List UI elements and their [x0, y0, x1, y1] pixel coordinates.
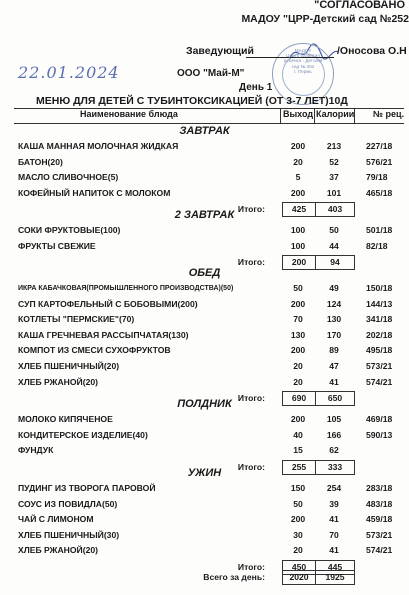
dish-calories: 47	[329, 361, 339, 371]
menu-row	[0, 359, 409, 374]
menu-row	[0, 170, 409, 185]
dish-recipe: 150/18	[366, 283, 393, 293]
stamp-line: ребёнка - Детский	[283, 58, 323, 64]
dish-calories: 170	[326, 329, 342, 340]
dish-output: 200	[290, 298, 306, 309]
dish-calories: 50	[329, 225, 339, 235]
section-title: ОБЕД	[188, 267, 221, 279]
total-calories: 94	[315, 255, 355, 270]
total-output: 255	[282, 460, 316, 475]
menu-row	[0, 497, 409, 512]
dish-output: 70	[293, 314, 303, 325]
approval-heading: "СОГЛАСОВАНО	[314, 0, 405, 11]
dish-name: КОФЕЙНЫЙ НАПИТОК С МОЛОКОМ	[18, 187, 171, 198]
dish-recipe: 576/21	[366, 156, 393, 167]
menu-title: МЕНЮ ДЛЯ ДЕТЕЙ С ТУБИНТОКСИКАЦИЕЙ (ОТ 3-7 ЛЕТ)10Д	[36, 95, 348, 107]
column-calories-header: Калории	[316, 109, 355, 119]
menu-row	[0, 328, 409, 343]
menu-row	[0, 543, 409, 558]
dish-recipe: 483/18	[366, 498, 393, 509]
menu-row	[0, 223, 409, 238]
dish-output: 50	[293, 498, 303, 509]
dish-name: ФРУКТЫ СВЕЖИЕ	[18, 240, 96, 251]
dish-name: ИКРА КАБАЧКОВАЯ(ПРОМЫШЛЕННОГО ПРОИЗВОДСТВА)(50)	[18, 285, 234, 292]
dish-recipe: 144/13	[366, 298, 393, 309]
dish-output: 50	[293, 283, 303, 293]
dish-output: 100	[290, 240, 306, 251]
dish-output: 40	[293, 429, 303, 440]
dish-output: 20	[293, 361, 303, 371]
dish-calories: 37	[329, 172, 339, 183]
section-title: 2 ЗАВТРАК	[174, 209, 235, 221]
section-title: УЖИН	[187, 467, 222, 479]
dish-calories: 254	[326, 483, 342, 493]
dish-recipe: 573/21	[366, 361, 393, 371]
dish-name: КОМПОТ ИЗ СМЕСИ СУХОФРУКТОВ	[18, 345, 171, 356]
dish-recipe: 227/18	[366, 141, 393, 151]
stamp-line: г. Пермь	[294, 68, 312, 74]
handwritten-date: 22.01.2024	[18, 63, 120, 82]
dish-name: СОКИ ФРУКТОВЫЕ(100)	[18, 225, 121, 235]
stamp-line: сад № 252	[291, 63, 315, 69]
dish-output: 20	[293, 156, 303, 167]
dish-name: ХЛЕБ ПШЕНИЧНЫЙ(20)	[18, 361, 120, 371]
dish-output: 200	[290, 141, 306, 151]
menu-row	[0, 139, 409, 154]
dish-output: 100	[290, 225, 306, 235]
dish-name: ПУДИНГ ИЗ ТВОРОГА ПАРОВОЙ	[18, 483, 156, 493]
dish-calories: 130	[326, 314, 342, 325]
total-label: Итого:	[237, 393, 265, 404]
dish-output: 5	[295, 172, 301, 183]
menu-row	[0, 297, 409, 312]
dish-calories: 44	[329, 240, 339, 251]
dish-output: 15	[293, 445, 303, 456]
dish-name: СУП КАРТОФЕЛЬНЫЙ С БОБОВЫМИ(200)	[18, 298, 198, 309]
dish-recipe: 590/13	[366, 429, 393, 440]
menu-row	[0, 375, 409, 390]
grand-total-output: 2020	[282, 570, 316, 585]
dish-output: 20	[293, 545, 303, 556]
dish-calories: 124	[326, 298, 342, 309]
total-output: 200	[282, 255, 316, 270]
dish-name: БАТОН(20)	[18, 156, 63, 167]
menu-row	[0, 481, 409, 496]
dish-output: 150	[290, 483, 306, 493]
dish-calories: 41	[329, 514, 339, 525]
total-output: 425	[282, 202, 316, 217]
menu-row	[0, 428, 409, 443]
dish-calories: 41	[329, 376, 339, 387]
dish-name: КАША ГРЕЧНЕВАЯ РАССЫПЧАТАЯ(130)	[18, 329, 189, 340]
head-label: Заведующий	[186, 45, 254, 57]
dish-name: МАСЛО СЛИВОЧНОЕ(5)	[18, 172, 119, 183]
menu-row	[0, 412, 409, 427]
total-calories: 403	[315, 202, 355, 217]
dish-recipe: 469/18	[366, 414, 393, 424]
dish-name: КОТЛЕТЫ "ПЕРМСКИЕ"(70)	[18, 314, 135, 325]
dish-calories: 166	[326, 429, 342, 440]
total-label: Итого:	[237, 562, 265, 572]
total-label: Итого:	[237, 461, 265, 472]
dish-calories: 52	[329, 156, 339, 167]
dish-name: КОНДИТЕРСКОЕ ИЗДЕЛИЕ(40)	[18, 429, 148, 440]
total-label: Итого:	[237, 257, 265, 268]
dish-output: 30	[293, 529, 303, 540]
dish-recipe: 341/18	[366, 314, 393, 325]
dish-calories: 105	[326, 414, 342, 424]
dish-name: ХЛЕБ ПШЕНИЧНЫЙ(30)	[18, 529, 120, 540]
dish-output: 200	[290, 414, 306, 424]
dish-calories: 41	[329, 545, 339, 556]
total-output: 450	[282, 560, 316, 575]
column-output-header: Выход	[283, 109, 314, 119]
column-name-header: Наименование блюда	[80, 109, 178, 119]
menu-row	[0, 281, 409, 296]
dish-recipe: 574/21	[366, 376, 393, 387]
dish-recipe: 495/18	[366, 345, 393, 356]
dish-name: ЧАЙ С ЛИМОНОМ	[18, 514, 94, 525]
dish-calories: 49	[329, 283, 339, 293]
dish-calories: 62	[329, 445, 339, 456]
head-name: /Оносова О.Н	[337, 45, 407, 57]
dish-recipe: 573/21	[366, 529, 393, 540]
dish-name: СОУС ИЗ ПОВИДЛА(50)	[18, 498, 118, 509]
dish-recipe: 82/18	[366, 240, 388, 251]
stamp-line: МАДОУ	[294, 48, 312, 53]
dish-recipe: 501/18	[366, 225, 393, 235]
grand-total-label: Всего за день:	[203, 572, 265, 582]
dish-recipe: 79/18	[366, 172, 388, 183]
menu-row	[0, 239, 409, 254]
total-calories: 333	[315, 460, 355, 475]
dish-calories: 70	[329, 529, 339, 540]
dish-output: 130	[290, 329, 306, 340]
section-title: ЗАВТРАК	[179, 125, 230, 137]
dish-recipe: 459/18	[366, 514, 393, 525]
dish-output: 200	[290, 187, 306, 198]
dish-output: 200	[290, 514, 306, 525]
menu-row	[0, 443, 409, 458]
supplier-name: ООО "Май-М"	[177, 68, 245, 79]
grand-total-calories: 1925	[315, 570, 355, 585]
dish-calories: 101	[326, 187, 342, 198]
dish-output: 200	[290, 345, 306, 356]
day-label: День 1	[239, 82, 273, 93]
total-output: 690	[282, 391, 316, 406]
column-recipe-header: № рец.	[373, 109, 405, 119]
dish-output: 20	[293, 376, 303, 387]
dish-calories: 213	[326, 141, 342, 151]
dish-recipe: 283/18	[366, 483, 393, 493]
menu-row	[0, 528, 409, 543]
dish-name: КАША МАННАЯ МОЛОЧНАЯ ЖИДКАЯ	[18, 141, 179, 151]
section-title: ПОЛДНИК	[177, 398, 232, 410]
dish-name: ХЛЕБ РЖАНОЙ(20)	[18, 376, 98, 387]
dish-calories: 39	[329, 498, 339, 509]
menu-row	[0, 343, 409, 358]
dish-calories: 89	[329, 345, 339, 356]
dish-name: МОЛОКО КИПЯЧЕНОЕ	[18, 414, 113, 424]
stamp-line: Центр развития	[286, 53, 320, 59]
menu-row	[0, 186, 409, 201]
dish-recipe: 465/18	[366, 187, 393, 198]
menu-row	[0, 155, 409, 170]
dish-name: ХЛЕБ РЖАНОЙ(20)	[18, 545, 98, 556]
menu-row	[0, 512, 409, 527]
dish-recipe: 574/21	[366, 545, 393, 556]
total-label: Итого:	[237, 204, 265, 215]
organization-name: МАДОУ "ЦРР-Детский сад №252	[241, 13, 409, 25]
total-calories: 445	[315, 560, 355, 575]
dish-name: ФУНДУК	[18, 445, 54, 456]
menu-row	[0, 312, 409, 327]
total-calories: 650	[315, 391, 355, 406]
dish-recipe: 202/18	[366, 329, 393, 340]
